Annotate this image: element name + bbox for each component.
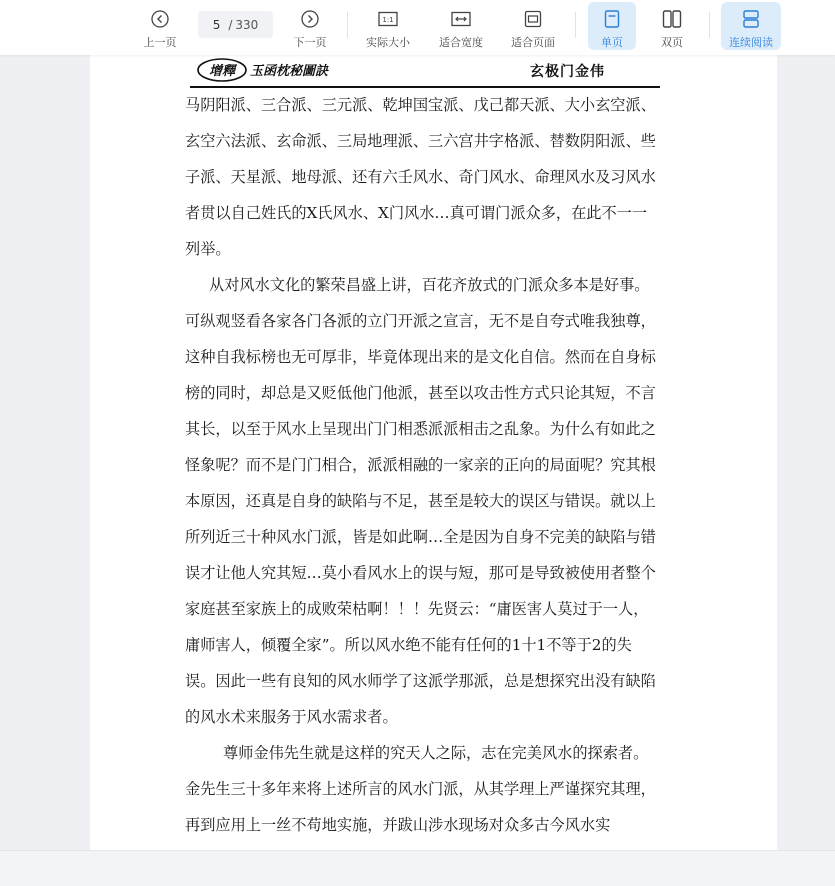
svg-text:玉函枕秘圖訣: 玉函枕秘圖訣 [250, 64, 329, 79]
bottom-bar [0, 850, 835, 886]
single-page-button[interactable] [588, 2, 636, 50]
document-page [90, 55, 777, 850]
double-page-icon [660, 8, 684, 30]
fit-width-button[interactable] [434, 2, 488, 50]
paragraph: 马阴阳派、三合派、三元派、乾坤国宝派、戊己都天派、大小玄空派、玄空六法派、玄命派、三局地理派、三六宫井字格派、替数阴阳派、些子派、天星派、地母派、还有六壬风水、奇门风水、命理风水及习风水者贯以自己姓氏的X氏风水、X门风水…真可谓门派众多，在此不一一列举。 [185, 96, 656, 258]
fit-page-button[interactable] [506, 2, 560, 50]
actual-size-label: 实际大小 [366, 36, 410, 49]
continuous-reading-button[interactable] [721, 2, 781, 50]
fit-width-label: 适合宽度 [439, 36, 483, 49]
toolbar-divider [347, 12, 348, 38]
fit-width-icon [449, 8, 473, 30]
page-number-box[interactable] [198, 11, 273, 38]
svg-text:增釋: 增釋 [208, 64, 236, 79]
paragraph: 从对风水文化的繁荣昌盛上讲，百花齐放式的门派众多本是好事。可纵观竖看各家各门各派的立门开派之宣言，无不是自夸式唯我独尊，这种自我标榜也无可厚非，毕竟体现出来的是文化自信。然而在自身标榜的同时，却总是又贬低他门他派，甚至以攻击性方式只论其短，不言其长，以至于风水上呈现出门门相悉派派相击之乱象。为什么有如此之怪象呢？而不是门门相合，派派相融的一家亲的正向的局面呢？究其根本原因，还真是自身的缺陷与不足，甚至是较大的误区与错误。就以上所列近三十种风水门派，皆是如此啊…全是因为自身不完美的缺陷与错误才让他人究其短…莫小看风水上的误与短，那可是导致被使用者整个家庭甚至家族上的成败荣枯啊！！！先贤云：“庸医害人莫过于一人，庸师害人，倾覆全家”。所以风水绝不能有任何的1十1不等于2的失误。因此一些有良知的风水师学了这派学那派，总是想探究出没有缺陷的风水术来服务于风水需求者。 [185, 276, 656, 726]
actual-size-button[interactable] [362, 2, 414, 50]
header-author: 玄极门金伟 [530, 64, 605, 80]
toolbar-divider [709, 12, 710, 38]
total-pages: 330 [235, 17, 259, 32]
double-page-button[interactable] [648, 2, 696, 50]
page-separator: / [228, 17, 233, 32]
prev-page-label: 上一页 [143, 36, 177, 49]
toolbar-divider [575, 12, 576, 38]
fit-page-label: 适合页面 [511, 36, 555, 49]
single-page-label: 单页 [601, 36, 623, 49]
next-page-label: 下一页 [293, 36, 327, 49]
prev-page-button[interactable] [138, 2, 182, 50]
page-body-text [185, 87, 661, 843]
chevron-left-circle-icon [148, 8, 172, 30]
continuous-reading-label: 连续阅读 [729, 36, 773, 49]
double-page-label: 双页 [661, 36, 683, 49]
next-page-button[interactable] [288, 2, 332, 50]
svg-text:1:1: 1:1 [382, 16, 394, 24]
chevron-right-circle-icon [298, 8, 322, 30]
fit-page-icon [521, 8, 545, 30]
current-page-input[interactable]: 5 [212, 17, 221, 32]
book-title-logo [195, 57, 345, 83]
continuous-reading-icon [739, 8, 763, 30]
single-page-icon [600, 8, 624, 30]
paragraph: 尊师金伟先生就是这样的究天人之际，志在完美风水的探索者。金先生三十多年来将上述所言的风水门派，从其学理上严谨探究其理，再到应用上一丝不苟地实施，并跋山涉水现场对众多古今风水实 [185, 744, 656, 834]
actual-size-icon [376, 8, 400, 30]
viewer-toolbar [0, 0, 835, 55]
